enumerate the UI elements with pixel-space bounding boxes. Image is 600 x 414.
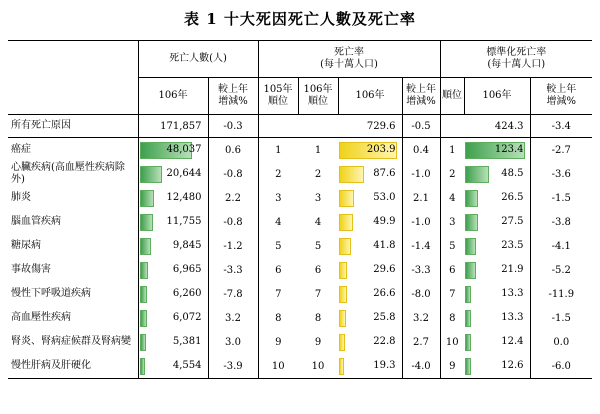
all-causes-rate-change: -0.5	[402, 115, 440, 138]
deaths-cell-bar	[140, 310, 147, 327]
rate-cell	[338, 138, 402, 163]
rate-change: -4.0	[402, 354, 440, 379]
deaths-cell-value: 6,072	[172, 312, 202, 323]
cause-label: 慢性肝病及肝硬化	[8, 354, 138, 379]
rate-change: -1.0	[402, 210, 440, 234]
rate-cell-bar	[339, 166, 364, 183]
cause-label: 腦血管疾病	[8, 210, 138, 234]
rank106: 8	[314, 312, 322, 324]
std-rate-cell-value: 48.5	[501, 168, 524, 179]
deaths-cell-value: 4,554	[172, 360, 202, 371]
table-row	[8, 330, 592, 354]
rate-cell	[338, 354, 402, 379]
rate-cell	[338, 186, 402, 210]
std-rate-cell-bar	[465, 214, 478, 231]
deaths-year-header: 106年	[138, 78, 208, 115]
std-rate-cell	[464, 258, 530, 282]
std-rate-cell-bar	[465, 358, 471, 375]
deaths-cell-value: 5,381	[172, 336, 202, 347]
std-rate-cell	[464, 210, 530, 234]
std-rate-cell-value: 13.3	[501, 288, 524, 299]
std-change: -3.6	[551, 168, 571, 180]
std-rate-group-header: 標準化死亡率 (每十萬人口)	[440, 41, 592, 78]
deaths-change-header: 較上年 增減%	[208, 78, 258, 115]
std-rank: 2	[449, 168, 456, 180]
rank105: 1	[275, 144, 282, 156]
all-causes-deaths: 171,857	[138, 115, 208, 138]
deaths-change: 3.2	[208, 306, 258, 330]
rate-cell-value: 22.8	[373, 336, 396, 347]
table-row	[8, 354, 592, 379]
deaths-cell-bar	[140, 262, 148, 279]
std-rate-cell-bar	[465, 262, 476, 279]
rate-change: 0.4	[402, 138, 440, 163]
table-row	[8, 138, 592, 163]
std-rank: 5	[449, 240, 456, 252]
rate-cell	[338, 234, 402, 258]
all-causes-deaths-change: -0.3	[208, 115, 258, 138]
std-rank-header: 順位	[440, 78, 464, 115]
rate-cell	[338, 306, 402, 330]
rank106-header: 106年 順位	[298, 78, 338, 115]
deaths-cell	[138, 282, 208, 306]
all-causes-rate: 729.6	[338, 115, 402, 138]
deaths-cell-value: 11,755	[166, 216, 202, 227]
std-change: -11.9	[548, 288, 575, 300]
table-row	[8, 282, 592, 306]
std-rate-cell-bar	[465, 286, 471, 303]
cause-label: 腎炎、腎病症候群及腎病變	[8, 330, 138, 354]
rate-cell-bar	[339, 334, 345, 351]
rank106: 3	[314, 192, 322, 204]
rate-cell	[338, 282, 402, 306]
deaths-cell-bar	[140, 334, 146, 351]
rate-cell-value: 41.8	[373, 240, 396, 251]
deaths-cell-bar	[140, 166, 162, 183]
deaths-cell	[138, 354, 208, 379]
deaths-change: -3.3	[208, 258, 258, 282]
cause-label: 肺炎	[8, 186, 138, 210]
rate-cell-bar	[339, 286, 347, 303]
cause-label: 事故傷害	[8, 258, 138, 282]
rate-cell-value: 26.6	[373, 288, 396, 299]
rate-cell	[338, 330, 402, 354]
deaths-cell-bar	[140, 358, 145, 375]
deaths-cell	[138, 258, 208, 282]
all-causes-label: 所有死亡原因	[8, 115, 138, 138]
std-change: -5.2	[551, 264, 571, 276]
std-rate-cell-bar	[465, 310, 471, 327]
deaths-change: 3.0	[208, 330, 258, 354]
std-rate-cell-bar	[465, 166, 489, 183]
std-rate-cell	[464, 330, 530, 354]
std-rank: 7	[449, 288, 456, 300]
std-change: 0.0	[553, 336, 570, 348]
rank105: 10	[258, 354, 298, 379]
deaths-cell	[138, 306, 208, 330]
table-row	[8, 186, 592, 210]
table-title: 表 1 十大死因死亡人數及死亡率	[184, 10, 416, 28]
deaths-cell	[138, 186, 208, 210]
deaths-cell	[138, 330, 208, 354]
rate-group-header: 死亡率 (每十萬人口)	[258, 41, 440, 78]
rate-cell-bar	[339, 238, 351, 255]
rank105: 3	[275, 192, 282, 204]
rate-cell-bar	[339, 190, 354, 207]
std-rate-cell	[464, 306, 530, 330]
rate-cell-value: 29.6	[373, 264, 396, 275]
rate-change: 2.1	[402, 186, 440, 210]
rate-year-header: 106年	[338, 78, 402, 115]
rate-change: -8.0	[402, 282, 440, 306]
std-rate-cell	[464, 138, 530, 163]
cause-label: 慢性下呼吸道疾病	[8, 282, 138, 306]
rank106: 10	[298, 354, 338, 379]
deaths-cell-value: 6,260	[172, 288, 202, 299]
std-rate-cell-value: 12.6	[501, 360, 524, 371]
cause-header-blank-2	[8, 78, 138, 115]
all-causes-rank105-blank	[258, 115, 298, 138]
all-causes-rank106-blank	[298, 115, 338, 138]
std-rate-cell-value: 26.5	[501, 192, 524, 203]
rate-cell	[338, 258, 402, 282]
std-rank: 3	[449, 216, 456, 228]
std-change: -1.5	[551, 192, 571, 204]
std-change: -2.7	[551, 144, 571, 156]
rate-cell-value: 87.6	[373, 168, 396, 179]
deaths-change: -1.2	[208, 234, 258, 258]
std-rate-cell-bar	[465, 238, 476, 255]
deaths-cell-value: 48,037	[166, 144, 202, 155]
deaths-cell-value: 9,845	[172, 240, 202, 251]
deaths-cell	[138, 162, 208, 186]
rank105: 9	[275, 336, 282, 348]
rate-cell-bar	[339, 262, 347, 279]
rate-cell-value: 25.8	[373, 312, 396, 323]
table-row	[8, 162, 592, 186]
rank106: 4	[314, 216, 322, 228]
table-row	[8, 306, 592, 330]
std-rate-cell-value: 13.3	[501, 312, 524, 323]
deaths-cell-bar	[140, 238, 151, 255]
rank106: 1	[314, 144, 322, 156]
deaths-cell	[138, 210, 208, 234]
rate-change: -1.4	[402, 234, 440, 258]
std-rank: 9	[440, 354, 464, 379]
rank105: 2	[275, 168, 282, 180]
deaths-change: 0.6	[208, 138, 258, 163]
deaths-cell-value: 20,644	[166, 168, 202, 179]
deaths-cell	[138, 234, 208, 258]
std-rate-cell	[464, 186, 530, 210]
rate-change: -1.0	[402, 162, 440, 186]
std-change: -1.5	[551, 312, 571, 324]
std-rank: 4	[449, 192, 456, 204]
cause-label: 心臟疾病(高血壓性疾病除外)	[8, 162, 138, 186]
rate-cell-value: 53.0	[373, 192, 396, 203]
std-change: -3.8	[551, 216, 571, 228]
std-rate-cell	[464, 354, 530, 379]
std-rank: 1	[449, 144, 456, 156]
rate-cell-value: 49.9	[373, 216, 396, 227]
std-rate-cell	[464, 234, 530, 258]
std-change: -4.1	[551, 240, 571, 252]
rate-cell-bar	[339, 358, 344, 375]
deaths-change: -7.8	[208, 282, 258, 306]
cause-label: 糖尿病	[8, 234, 138, 258]
all-causes-std-rate: 424.3	[464, 115, 530, 138]
rank105-header: 105年 順位	[258, 78, 298, 115]
rank105: 5	[275, 240, 282, 252]
death-causes-table	[8, 40, 592, 379]
cause-header-blank	[8, 41, 138, 78]
rate-change-header: 較上年 增減%	[402, 78, 440, 115]
rate-cell-value: 19.3	[373, 360, 396, 371]
rate-cell-value: 203.9	[366, 144, 396, 155]
rate-cell-bar	[339, 214, 353, 231]
header-row-groups	[8, 41, 592, 78]
std-change: -6.0	[530, 354, 592, 379]
std-rate-cell	[464, 282, 530, 306]
rank105: 8	[275, 312, 282, 324]
rank105: 4	[275, 216, 282, 228]
deaths-cell-bar	[140, 190, 154, 207]
deaths-change: -0.8	[208, 162, 258, 186]
rank106: 7	[314, 288, 322, 300]
deaths-group-header: 死亡人數(人)	[138, 41, 258, 78]
rank105: 7	[275, 288, 282, 300]
std-rate-cell	[464, 162, 530, 186]
table-row	[8, 258, 592, 282]
deaths-cell-bar	[140, 214, 153, 231]
deaths-change: 2.2	[208, 186, 258, 210]
std-rank: 8	[449, 312, 456, 324]
std-rate-cell-value: 21.9	[501, 264, 524, 275]
rate-change: -3.3	[402, 258, 440, 282]
std-rank: 6	[449, 264, 456, 276]
table-row	[8, 210, 592, 234]
deaths-cell-bar	[140, 286, 147, 303]
cause-label: 癌症	[8, 138, 138, 163]
rate-cell-bar	[339, 310, 346, 327]
rank106: 5	[314, 240, 322, 252]
rate-cell	[338, 162, 402, 186]
std-change-header: 較上年 增減%	[530, 78, 592, 115]
deaths-change: -3.9	[208, 354, 258, 379]
table-row	[8, 234, 592, 258]
deaths-cell-value: 6,965	[172, 264, 202, 275]
std-rate-cell-bar	[465, 334, 471, 351]
rate-change: 2.7	[402, 330, 440, 354]
std-rate-cell-bar	[465, 190, 478, 207]
all-causes-row	[8, 115, 592, 138]
rank106: 2	[314, 168, 322, 180]
std-year-header: 106年	[464, 78, 530, 115]
deaths-change: -0.8	[208, 210, 258, 234]
rate-cell	[338, 210, 402, 234]
rank106: 6	[314, 264, 322, 276]
std-rate-cell-value: 12.4	[501, 336, 524, 347]
std-rank: 10	[445, 336, 459, 348]
std-rate-cell-value: 123.4	[494, 144, 524, 155]
std-rate-cell-value: 23.5	[501, 240, 524, 251]
cause-label: 高血壓性疾病	[8, 306, 138, 330]
header-row-columns	[8, 78, 592, 115]
deaths-cell	[138, 138, 208, 163]
rate-change: 3.2	[402, 306, 440, 330]
all-causes-std-rank-blank	[440, 115, 464, 138]
rank105: 6	[275, 264, 282, 276]
rank106: 9	[314, 336, 322, 348]
all-causes-std-change: -3.4	[530, 115, 592, 138]
deaths-cell-value: 12,480	[166, 192, 202, 203]
std-rate-cell-value: 27.5	[501, 216, 524, 227]
